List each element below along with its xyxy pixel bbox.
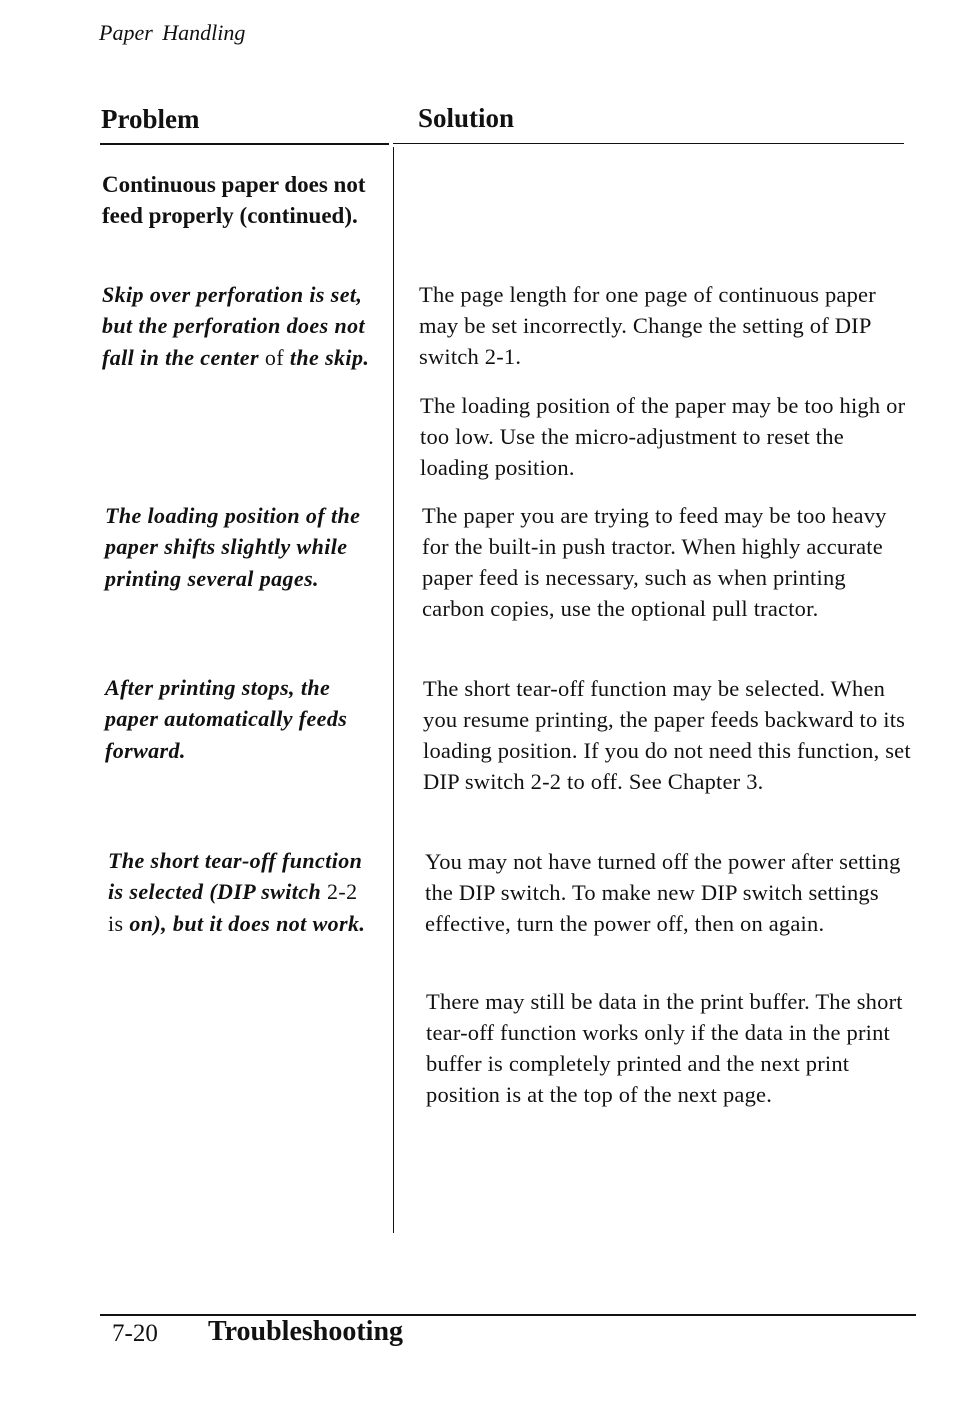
problem-category: Continuous paper does not feed properly (continued). bbox=[102, 172, 366, 228]
problem-text: the skip. bbox=[289, 344, 370, 370]
solution-header-rule bbox=[393, 143, 904, 144]
running-head: Paper Handling bbox=[99, 20, 246, 45]
page-number: 7-20 bbox=[112, 1320, 158, 1347]
problem-text: The short tear-off function is selected (DIP switch bbox=[108, 848, 363, 905]
problem-item bbox=[105, 500, 375, 594]
problem-item bbox=[108, 845, 378, 939]
problem-item bbox=[102, 279, 372, 373]
problem-text-plain: of bbox=[258, 344, 290, 370]
problem-text-plain: 2-2 is bbox=[108, 879, 358, 936]
problem-text: Skip over perforation is set, but the perforation does not fall in the center bbox=[102, 282, 366, 370]
problem-item bbox=[105, 672, 375, 766]
solution-item: The page length for one page of continuous paper may be set incorrectly. Change the setting of DIP switch 2-1. bbox=[419, 282, 876, 369]
chapter-title: Troubleshooting bbox=[208, 1316, 404, 1347]
problem-text: After printing stops, the paper automatically feeds forward. bbox=[105, 675, 348, 763]
solution-item: The short tear-off function may be selected. When you resume printing, the paper feeds backward to its loading position. If you do not need this function, set DIP switch 2-2 to off. See Chapter 3. bbox=[423, 676, 911, 794]
problem-column-header: Problem bbox=[101, 104, 200, 134]
solution-item: The loading position of the paper may be too high or too low. Use the micro-adjustment to reset the loading position. bbox=[420, 393, 906, 480]
solution-item: You may not have turned off the power after setting the DIP switch. To make new DIP switch settings effective, turn the power off, then on again. bbox=[425, 849, 901, 936]
problem-text: The loading position of the paper shifts slightly while printing several pages. bbox=[105, 503, 361, 591]
problem-text: on), but it does not work. bbox=[129, 910, 366, 936]
solution-item: There may still be data in the print buffer. The short tear-off function works only if the data in the print buffer is completely printed and the next print position is at the top of the next page. bbox=[426, 989, 903, 1107]
solution-column-header: Solution bbox=[418, 103, 515, 133]
column-divider bbox=[393, 147, 394, 1233]
problem-header-rule bbox=[100, 143, 389, 145]
solution-item: The paper you are trying to feed may be too heavy for the built-in push tractor. When highly accurate paper feed is necessary, such as when printing carbon copies, use the optional pull tractor. bbox=[422, 503, 887, 621]
